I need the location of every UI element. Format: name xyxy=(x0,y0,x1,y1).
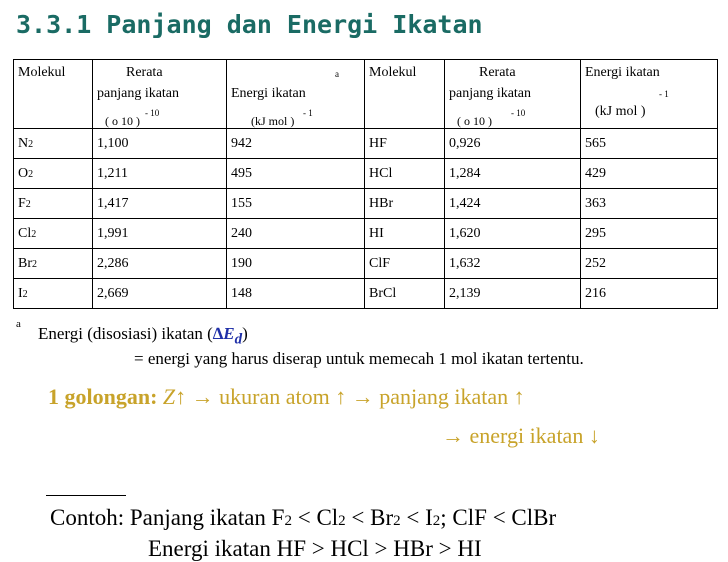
table-row xyxy=(14,189,718,219)
bond-energy-cell: 190 xyxy=(227,249,365,279)
bond-length-cell: 0,926 xyxy=(445,129,581,159)
bond-energy-cell: 942 xyxy=(227,129,365,159)
bond-energy-cell: 240 xyxy=(227,219,365,249)
table-row xyxy=(14,129,718,159)
footnote-marker: a xyxy=(16,318,21,330)
header-rerata-right: Rerata panjang ikatan - 10 ( o 10 ) xyxy=(445,60,581,129)
divider xyxy=(46,495,126,496)
trend-line-1: 1 golongan: Z↑ → ukuran atom ↑ → panjang ikatan ↑ xyxy=(48,384,525,409)
bond-energy-cell: 495 xyxy=(227,159,365,189)
molecule-cell: HBr xyxy=(365,189,445,219)
table-row xyxy=(14,249,718,279)
bond-length-cell: 1,100 xyxy=(93,129,227,159)
header-molekul-right: Molekul xyxy=(365,60,445,129)
molecule-cell: N2 xyxy=(14,129,93,159)
bond-energy-cell: 155 xyxy=(227,189,365,219)
molecule-cell: HF xyxy=(365,129,445,159)
table-row xyxy=(14,219,718,249)
table-header-row xyxy=(14,60,718,129)
footnote-line-1: Energi (disosiasi) ikatan $(\Delta E_d)$ xyxy=(38,324,248,348)
bond-length-cell: 1,991 xyxy=(93,219,227,249)
bond-length-cell: 1,211 xyxy=(93,159,227,189)
bond-energy-cell: 295 xyxy=(581,219,718,249)
bond-length-cell: 1,284 xyxy=(445,159,581,189)
energy-symbol: E xyxy=(223,324,235,343)
bond-length-cell: 1,620 xyxy=(445,219,581,249)
molecule-cell: Br2 xyxy=(14,249,93,279)
molecule-cell: I2 xyxy=(14,279,93,309)
bond-energy-cell: 363 xyxy=(581,189,718,219)
bond-data-table xyxy=(13,59,718,309)
molecule-cell: Cl2 xyxy=(14,219,93,249)
bond-energy-cell: 216 xyxy=(581,279,718,309)
atomic-number-symbol: Z xyxy=(162,384,176,409)
molecule-cell: BrCl xyxy=(365,279,445,309)
bond-energy-cell: 565 xyxy=(581,129,718,159)
header-energi-right: Energi ikatan - 1 (kJ mol ) xyxy=(581,60,718,129)
bond-energy-cell: 429 xyxy=(581,159,718,189)
page-title: 3.3.1 Panjang dan Energi Ikatan xyxy=(16,10,483,39)
footnote-line-2: = energi yang harus diserap untuk memecah 1 mol ikatan tertentu. xyxy=(134,349,584,368)
bond-length-cell: 2,139 xyxy=(445,279,581,309)
molecule-cell: ClF xyxy=(365,249,445,279)
bond-length-cell: 1,632 xyxy=(445,249,581,279)
header-energi-left: a Energi ikatan - 1 (kJ mol ) xyxy=(227,60,365,129)
header-molekul-left: Molekul xyxy=(14,60,93,129)
table-row xyxy=(14,159,718,189)
trend-label: 1 golongan: xyxy=(48,384,158,409)
molecule-cell: F2 xyxy=(14,189,93,219)
molecule-cell: O2 xyxy=(14,159,93,189)
molecule-cell: HCl xyxy=(365,159,445,189)
table-row xyxy=(14,279,718,309)
example-line-1: Contoh: Panjang ikatan F2 < Cl2 < Br2 < I2; ClF < ClBr xyxy=(50,505,557,530)
bond-length-cell: 2,286 xyxy=(93,249,227,279)
bond-length-cell: 1,424 xyxy=(445,189,581,219)
bond-energy-cell: 148 xyxy=(227,279,365,309)
trend-line-2: → energi ikatan ↓ xyxy=(442,423,600,448)
example-line-2: Energi ikatan HF > HCl > HBr > HI xyxy=(148,536,482,561)
header-rerata-left: Rerata panjang ikatan - 10 ( o 10 ) xyxy=(93,60,227,129)
molecule-cell: HI xyxy=(365,219,445,249)
bond-length-cell: 2,669 xyxy=(93,279,227,309)
bond-length-cell: 1,417 xyxy=(93,189,227,219)
delta-symbol: ∆ xyxy=(212,324,224,343)
bond-energy-cell: 252 xyxy=(581,249,718,279)
